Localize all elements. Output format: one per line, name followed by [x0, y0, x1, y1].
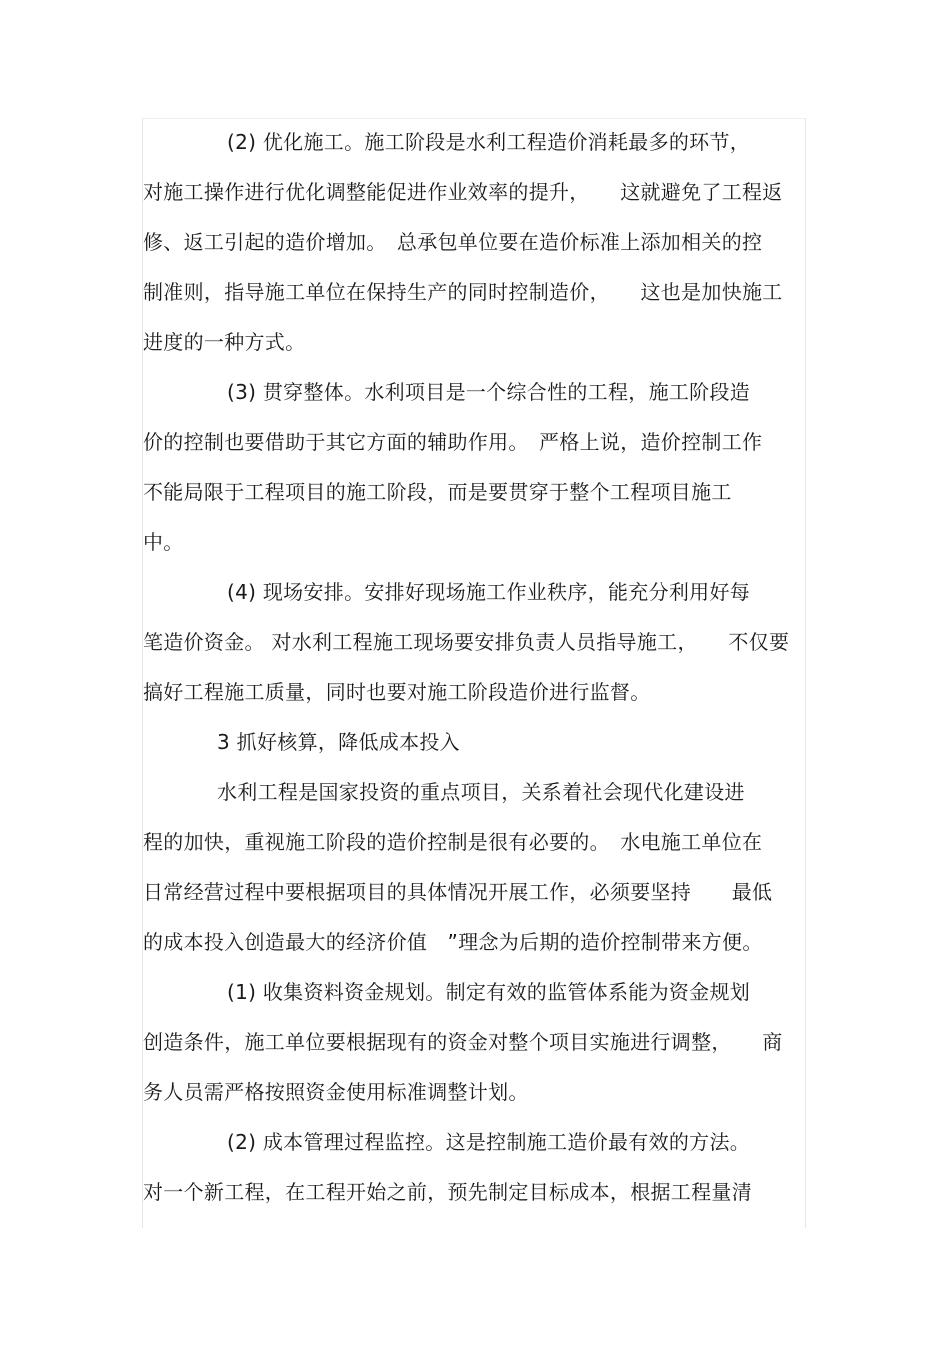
paragraph-line: 修、返工引起的造价增加。 总承包单位要在造价标准上添加相关的控	[143, 230, 763, 254]
paragraph-line: 笔造价资金。 对水利工程施工现场要安排负责人员指导施工， 不仅要	[143, 630, 790, 654]
paragraph-line: 对施工操作进行优化调整能促进作业效率的提升， 这就避免了工程返	[143, 180, 783, 204]
paragraph-line: 的成本投入创造最大的经济价值 ”理念为后期的造价控制带来方便。	[143, 930, 763, 954]
paragraph-line: (1) 收集资料资金规划。制定有效的监管体系能为资金规划	[227, 980, 751, 1004]
paragraph-line: (2) 成本管理过程监控。这是控制施工造价最有效的方法。	[227, 1130, 751, 1154]
paragraph-line: 对一个新工程，在工程开始之前，预先制定目标成本，根据工程量清	[143, 1180, 752, 1204]
paragraph-line: 价的控制也要借助于其它方面的辅助作用。 严格上说，造价控制工作	[143, 430, 763, 454]
section-heading: 3 抓好核算，降低成本投入	[217, 730, 460, 754]
paragraph-line: (4) 现场安排。安排好现场施工作业秩序，能充分利用好每	[227, 580, 751, 604]
paragraph-line: 水利工程是国家投资的重点项目，关系着社会现代化建设进	[217, 780, 745, 804]
paragraph-line: 搞好工程施工质量，同时也要对施工阶段造价进行监督。	[143, 680, 651, 704]
paragraph-line: (2) 优化施工。施工阶段是水利工程造价消耗最多的环节，	[227, 130, 751, 154]
paragraph-line: 中。	[143, 530, 184, 554]
paragraph-line: 进度的一种方式。	[143, 330, 306, 354]
paragraph-line: 制准则，指导施工单位在保持生产的同时控制造价， 这也是加快施工	[143, 280, 783, 304]
paragraph-line: 日常经营过程中要根据项目的具体情况开展工作，必须要坚持 最低	[143, 880, 773, 904]
paragraph-line: 不能局限于工程项目的施工阶段，而是要贯穿于整个工程项目施工	[143, 480, 732, 504]
paragraph-line: (3) 贯穿整体。水利项目是一个综合性的工程，施工阶段造	[227, 380, 751, 404]
paragraph-line: 务人员需严格按照资金使用标准调整计划。	[143, 1080, 529, 1104]
paragraph-line: 创造条件，施工单位要根据现有的资金对整个项目实施进行调整， 商	[143, 1030, 783, 1054]
paragraph-line: 程的加快，重视施工阶段的造价控制是很有必要的。 水电施工单位在	[143, 830, 763, 854]
